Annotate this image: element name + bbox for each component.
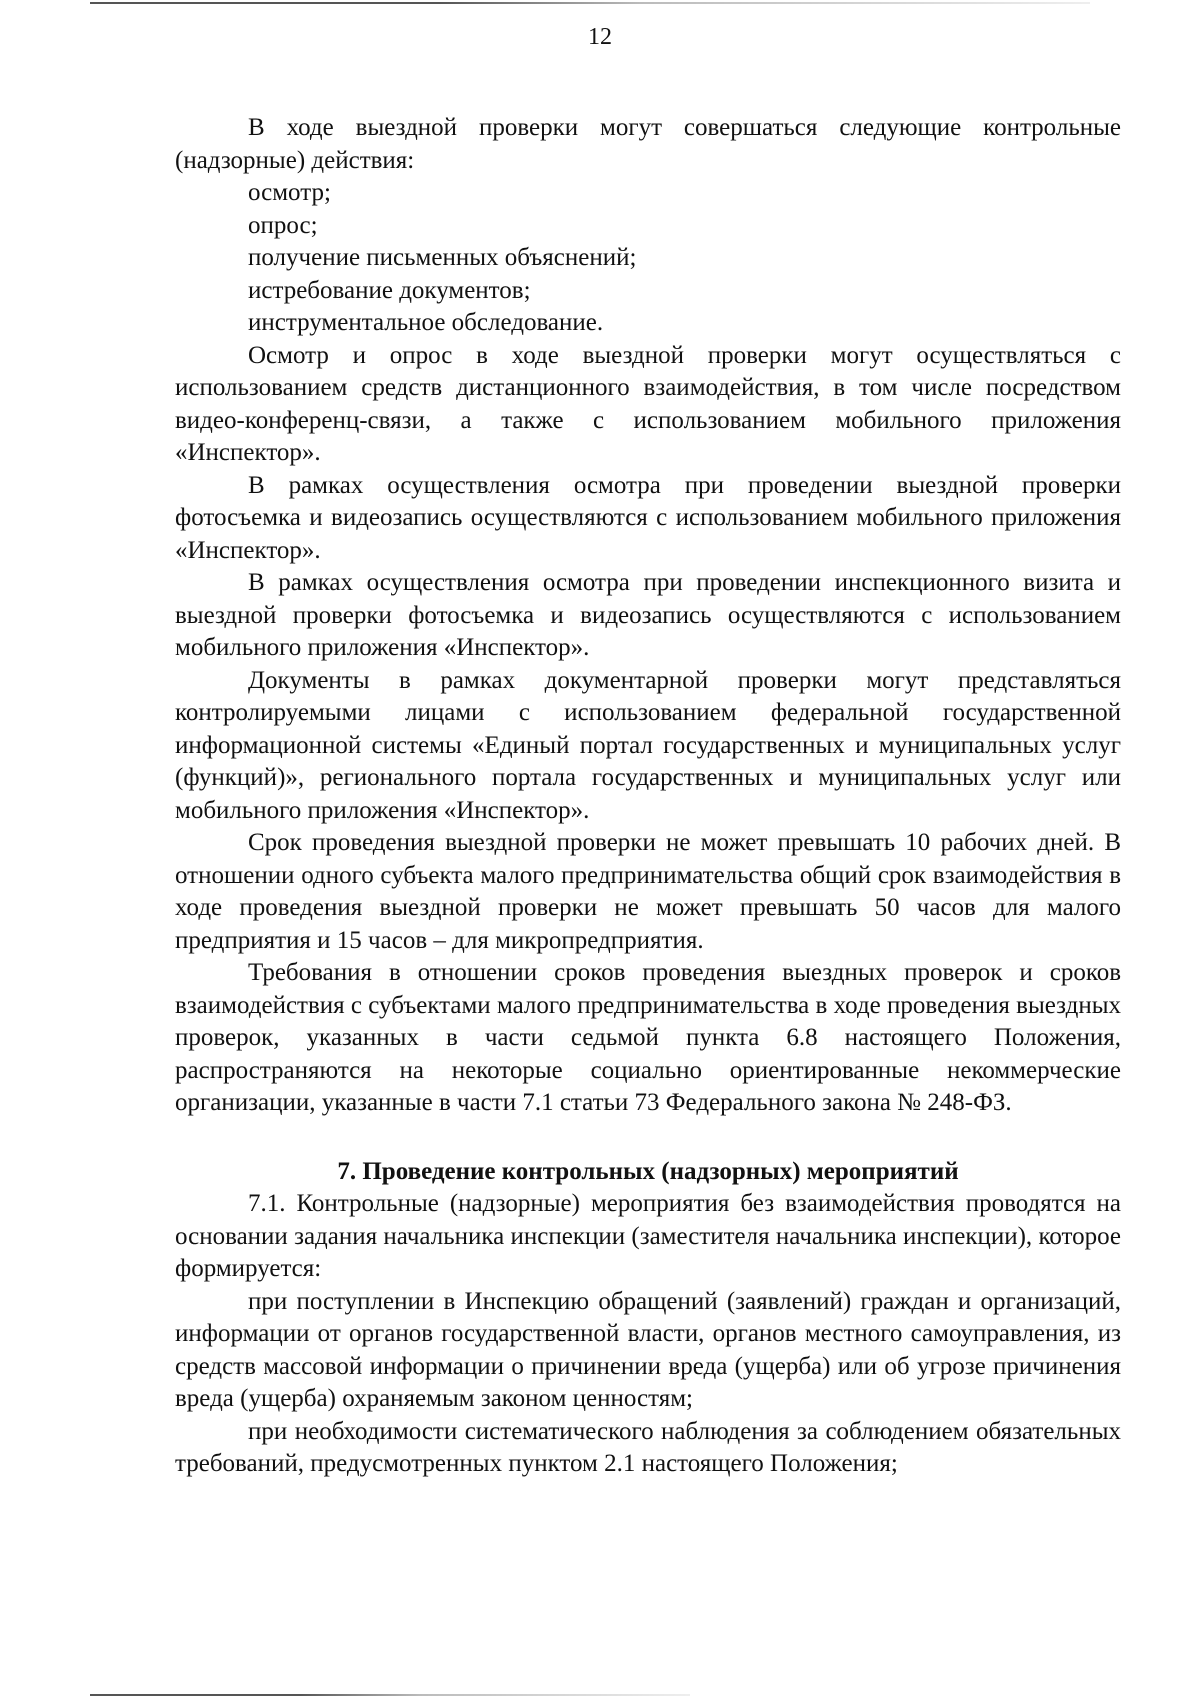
section-paragraph-7-1: 7.1. Контрольные (надзорные) мероприятия без взаимодействия проводятся на основании задания начальника инспекции (заместителя начальника инспекции), которое формируется: (175, 1190, 1121, 1282)
action-item-survey: опрос; (248, 211, 318, 239)
section-paragraph-systematic-observation: при необходимости систематического наблюдения за соблюдением обязательных требований, предусмотренных пунктом 2.1 настоящего Положения; (175, 1417, 1121, 1477)
section-heading: 7. Проведение контрольных (надзорных) мероприятий (337, 1157, 959, 1185)
scan-edge-bottom (90, 1694, 690, 1696)
section-paragraph-appeals: при поступлении в Инспекцию обращений (заявлений) граждан и организаций, информации от органов государственной власти, органов местного самоуправления, из средств массовой информации о причинении вреда (ущерба) или об угрозе причинения вреда (ущерба) охраняемым законом ценностям; (175, 1287, 1121, 1412)
actions-intro: В ходе выездной проверки могут совершаться следующие контрольные (надзорные) действия: (175, 114, 1121, 174)
paragraph-inspection-duration: Срок проведения выездной проверки не может превышать 10 рабочих дней. В отношении одного субъекта малого предпринимательства общий срок взаимодействия в ходе проведения выездной проверки не может превышать 50 часов для малого предприятия и 15 часов – для микропредприятия. (175, 829, 1121, 954)
paragraph-photo-video-visit: В рамках осуществления осмотра при проведении инспекционного визита и выездной проверки фотосъемка и видеозапись осуществляются с использованием мобильного приложения «Инспектор». (175, 569, 1121, 661)
page-number: 12 (588, 24, 612, 50)
paragraph-remote-interaction: Осмотр и опрос в ходе выездной проверки могут осуществляться с использованием средств дистанционного взаимодействия, в том числе посредством видео-конференц-связи, а также с использованием мобильного приложения «Инспектор». (175, 341, 1121, 466)
scan-edge-top (90, 2, 1090, 4)
document-body (175, 112, 1121, 1481)
paragraph-duration-requirements: Требования в отношении сроков проведения выездных проверок и сроков взаимодействия с субъектами малого предпринимательства в ходе проведения выездных проверок, указанных в части седьмой пункта 6.8 настоящего Положения, распространяются на некоторые социально ориентированные некоммерческие организации, указанные в части 7.1 статьи 73 Федерального закона № 248-ФЗ. (175, 959, 1121, 1116)
action-item-document-request: истребование документов; (248, 276, 531, 304)
action-item-written-explanations: получение письменных объяснений; (248, 244, 637, 271)
paragraph-documents-submission: Документы в рамках документарной проверки могут представляться контролируемыми лицами с использованием федеральной государственной информационной системы «Единый портал государственных и муниципальных услуг (функций)», регионального портала государственных и муниципальных услуг или мобильного приложения «Инспектор». (175, 666, 1121, 824)
paragraph-photo-video-inspection: В рамках осуществления осмотра при проведении выездной проверки фотосъемка и видеозапись осуществляются с использованием мобильного приложения «Инспектор». (175, 471, 1121, 564)
action-item-instrumental-examination: инструментальное обследование. (248, 309, 604, 336)
action-item-inspection: осмотр; (248, 179, 331, 206)
